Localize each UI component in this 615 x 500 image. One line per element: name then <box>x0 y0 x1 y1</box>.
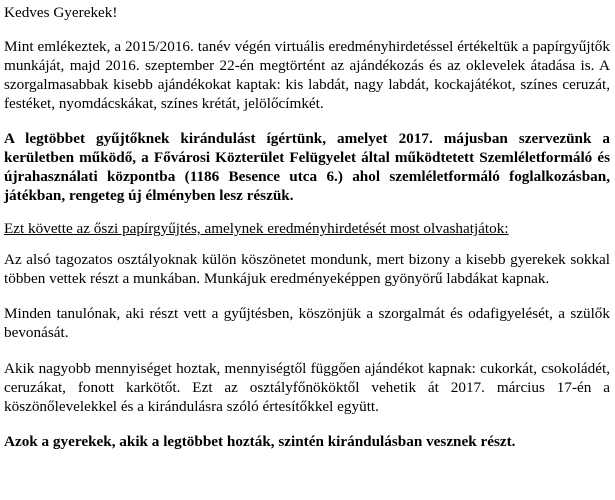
document-body <box>4 0 610 451</box>
paragraph-award-ceremony: Mint emlékeztek, a 2015/2016. tanév végén virtuális eredményhirdetéssel értékeltük a papírgyűjtők munkáját, majd 2016. szeptember 22-én megtörtént az ajándékozás és az oklevelek átadása is. A szorgalmasabbak kisebb ajándékokat kaptak: kis labdát, nagy labdát, kockajátékot, színes ceruzát, festéket, nyomdácskákat, színes krétát, jelölőcímkét. <box>4 38 610 112</box>
paragraph-gifts: Akik nagyobb mennyiséget hoztak, mennyiségtől függően ajándékot kapnak: cukorkát, csokoládét, ceruzákat, fonott karkötőt. Ezt az osztályfőnököktől vehetik át 2017. március 17-én a köszönőlevelekkel és a kirándulásra szóló értesítőkkel együtt. <box>4 360 610 415</box>
paragraph-excursion-promise: A legtöbbet gyűjtőknek kirándulást ígértünk, amelyet 2017. májusban szervezünk a kerületben működő, a Fővárosi Közterület Felügyelet által működtetett Szemléletformáló és újrahasználati központba (1186 Besence utca 6.) ahol szemléletformáló foglalkozásban, játékban, rengeteg új élményben lesz részük. <box>4 130 610 204</box>
paragraph-autumn-collection: Ezt követte az őszi papírgyűjtés, amelynek eredményhirdetését most olvashatjátok: <box>4 220 509 237</box>
paragraph-lower-grades: Az alsó tagozatos osztályoknak külön köszönetet mondunk, mert bizony a kisebb gyerekek sokkal többen vettek részt a munkában. Munkájuk eredményeképpen gyönyörű labdákat kapnak. <box>4 251 610 287</box>
paragraph-top-collectors: Azok a gyerekek, akik a legtöbbet hozták, szintén kirándulásban vesznek részt. <box>4 433 516 450</box>
paragraph-thanks: Minden tanulónak, aki részt vett a gyűjtésben, köszönjük a szorgalmát és odafigyelését, a szülők bevonását. <box>4 305 610 341</box>
greeting: Kedves Gyerekek! <box>4 4 118 21</box>
